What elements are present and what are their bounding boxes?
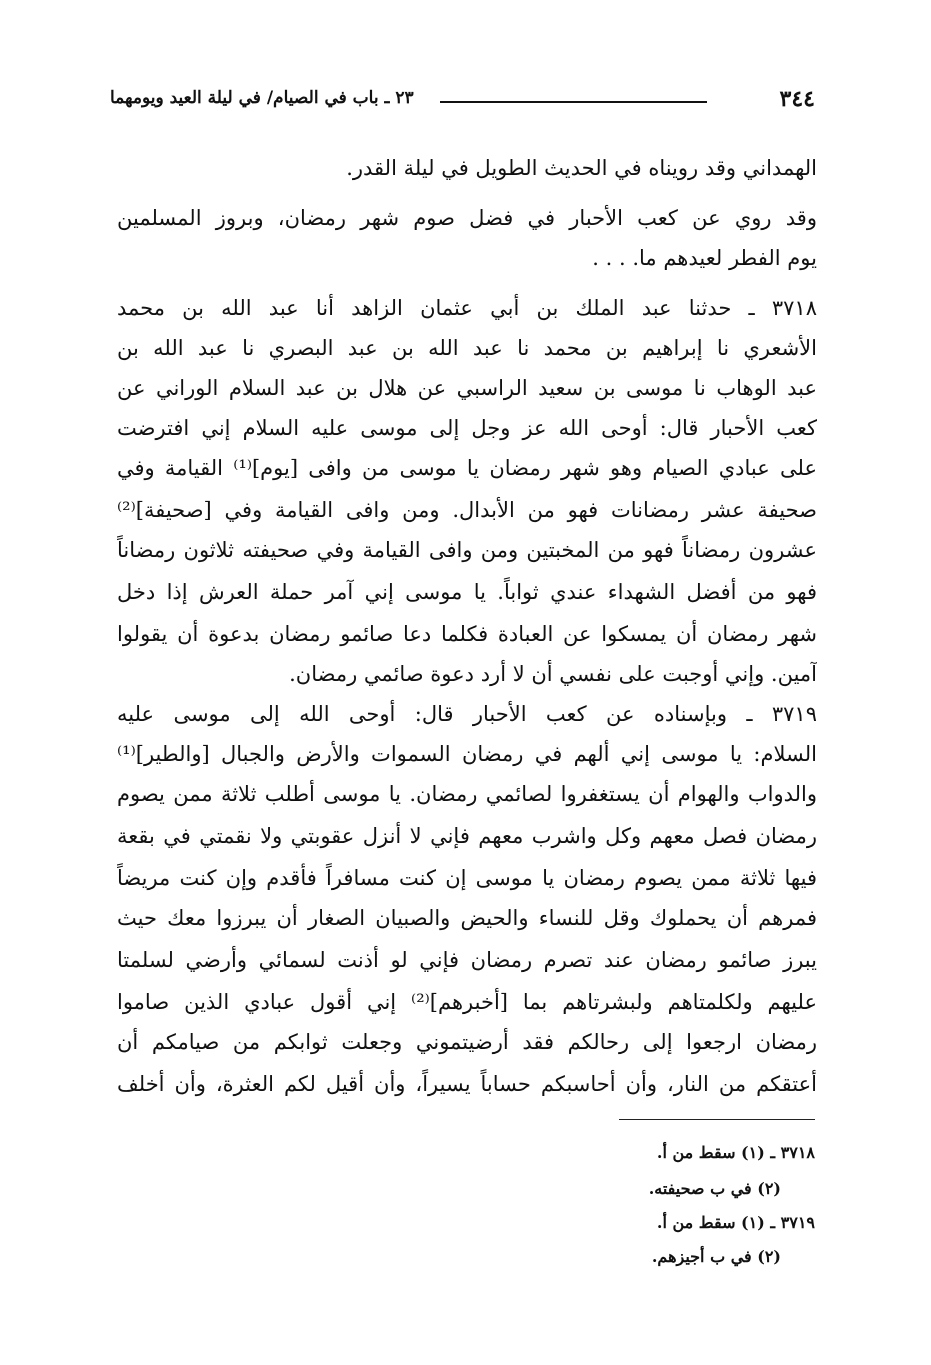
text-line: السلام: يا موسى إني ألهم في رمضان السموات والأرض والجبال [والطير]⁽¹⁾: [117, 742, 817, 766]
text-line: الأشعري نا إبراهيم بن محمد نا عبد الله بن عبد البصري نا عبد الله بن: [117, 336, 817, 360]
footnote: (٢) في ب صحيفته.: [648, 1179, 781, 1198]
text-line: صحيفة عشر رمضانات فهو من الأبدال. ومن وافى القيامة وفي [صحيفة]⁽²⁾: [117, 498, 817, 522]
text-line: فهو من أفضل الشهداء عندي ثواباً. يا موسى إني آمر حملة العرش إذا دخل: [117, 580, 817, 604]
footnote-rule: [619, 1119, 815, 1120]
text-line: يبرز صائمو رمضان عند تصرم رمضان فإني لو أذنت لسمائي وأرضي لسلمتا: [117, 948, 817, 972]
text-line: فيها ثلاثة ممن يصوم رمضان يا موسى إن كنت مسافراً فأقدم وإن كنت مريضاً: [117, 866, 817, 890]
text-line: على عبادي الصيام وهو شهر رمضان يا موسى من وافى [يوم]⁽¹⁾ القيامة وفي: [117, 456, 817, 480]
text-line: عشرون رمضاناً فهو من المخبتين ومن وافى القيامة وفي صحيفته ثلاثون رمضاناً: [117, 538, 817, 562]
text-line: عليهم ولكلمتاهم ولبشرتاهم بما [أخبرهم]⁽²⁾ إني أقول عبادي الذين صاموا: [117, 990, 817, 1014]
text-line: عبد الوهاب نا موسى بن سعيد الراسبي عن هلال بن عبد السلام الوراني عن: [117, 376, 817, 400]
text-line: ٣٧١٩ ـ وبإسناده عن كعب الأحبار قال: أوحى الله إلى موسى عليه: [117, 702, 817, 726]
footnote: ٣٧١٩ ـ (١) سقط من أ.: [656, 1213, 815, 1232]
text-line: والدواب والهوام أن يستغفروا لصائمي رمضان. يا موسى أطلب ثلاثة ممن يصوم: [117, 782, 817, 806]
footnote: ٣٧١٨ ـ (١) سقط من أ.: [656, 1143, 815, 1162]
text-line: الهمداني وقد رويناه في الحديث الطويل في ليلة القدر.: [346, 156, 817, 180]
text-line: كعب الأحبار قال: أوحى الله عز وجل إلى موسى عليه السلام إني افترضت: [117, 416, 817, 440]
text-line: فمرهم أن يحملوك وقل للنساء والحيض والصبيان الصغار أن يبرزوا معك حيث: [117, 906, 817, 930]
footnote: (٢) في ب أجيزهم.: [651, 1247, 781, 1266]
text-line: وقد روي عن كعب الأحبار في فضل صوم شهر رمضان، وبروز المسلمين: [117, 206, 817, 230]
chapter-title: ٢٣ ـ باب في الصيام/ في ليلة العيد ويومهما: [110, 88, 414, 108]
text-line: ٣٧١٨ ـ حدثنا عبد الملك بن أبي عثمان الزاهد أنا عبد الله بن محمد: [117, 296, 817, 320]
text-line: شهر رمضان أن يمسكوا عن العبادة فكلما دعا صائمو رمضان بدعوة أن يقولوا: [117, 622, 817, 646]
text-line: يوم الفطر لعيدهم ما. . . .: [592, 246, 817, 270]
running-header: [110, 86, 815, 116]
page-number: ٣٤٤: [779, 86, 815, 112]
text-line: آمين. وإني أوجبت على نفسي أن لا أرد دعوة صائمي رمضان.: [289, 662, 817, 686]
text-line: أعتقكم من النار، وأن أحاسبكم حساباً يسيراً، وأن أقيل لكم العثرة، وأن أخلف: [117, 1072, 817, 1096]
header-rule: [440, 101, 707, 103]
text-line: رمضان فصل معهم وكل واشرب معهم فإني لا أنزل عقوبتي ولا نقمتي في بقعة: [117, 824, 817, 848]
text-line: رمضان ارجعوا إلى رحالكم فقد أرضيتموني وجعلت ثوابكم من صيامكم أن: [117, 1030, 817, 1054]
